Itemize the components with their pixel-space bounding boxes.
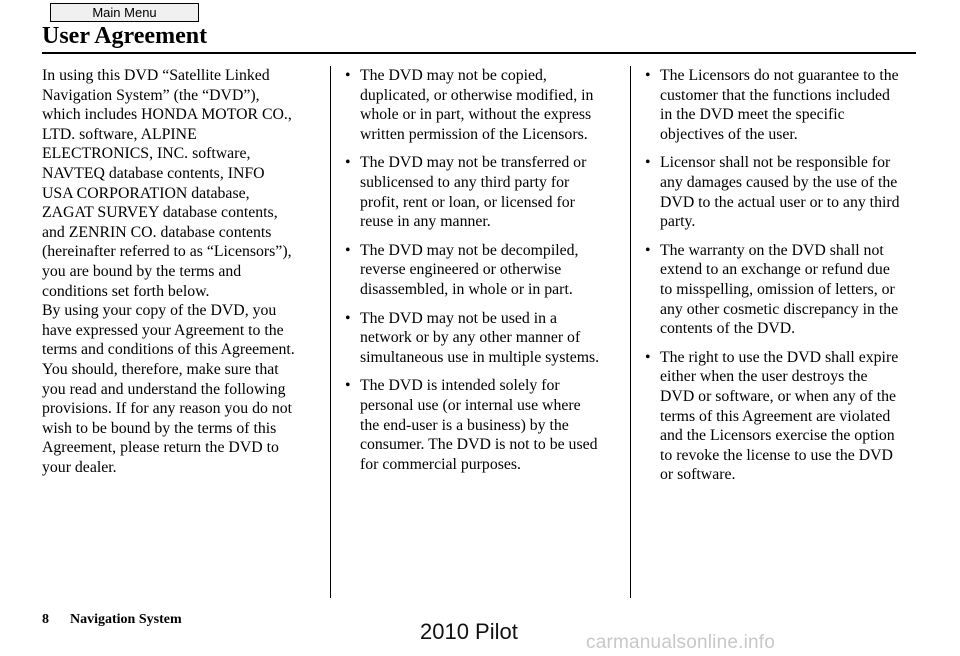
page-number: 8 [42,612,49,627]
list-item [342,241,620,300]
bullet-icon: • [345,241,351,259]
bullet-icon: • [345,309,351,327]
bullet-icon: • [645,67,651,84]
bullet-icon: • [345,154,351,172]
list-item-text: The right to use the DVD shall expire either when the user destroys the DVD or software, or when any of the terms of this Agreement are violated and the Licensors exercise the option to revoke the license to use the DVD or software. [660,348,899,484]
list-item [642,348,922,485]
list-item-text: The DVD is intended solely for personal use (or internal use where the end-user is a business) by the consumer. The DVD is not to be used for commercial purposes. [360,377,598,473]
list-item-text: The DVD may not be used in a network or by any other manner of simultaneous use in multiple systems. [360,309,600,366]
page-title: User Agreement [42,23,208,49]
list-item [342,309,620,368]
bullet-icon: • [645,154,651,172]
section-label: Navigation System [70,612,182,627]
list-item [342,153,620,231]
restrictions-column [342,66,620,483]
list-item-text: The DVD may not be copied, duplicated, or otherwise modified, in whole or in part, without the express written permission of the Licensors. [360,67,594,143]
bullet-icon: • [345,377,351,395]
main-menu-button[interactable]: Main Menu [50,3,199,22]
list-item-text: The DVD may not be transferred or sublicensed to any third party for profit, rent or loan, or licensed for reuse in any manner. [360,154,587,231]
intro-paragraph: In using this DVD “Satellite Linked Navigation System” (the “DVD”), which includes HONDA MOTOR CO., LTD. software, ALPINE ELECTRONICS, INC. software, NAVTEQ database contents, INFO USA CORPORATION database, ZAGAT SURVEY database contents, and ZENRIN CO. database contents (hereinafter referred to as “Licensors”), you are bound by the terms and conditions set forth below. [42,67,292,300]
list-item [642,241,922,339]
list-item-text: Licensor shall not be responsible for any damages caused by the use of the DVD to the actual user or to any third party. [660,154,900,231]
column-divider-left [330,66,331,598]
list-item-text: The DVD may not be decompiled, reverse engineered or otherwise disassembled, in whole or in part. [360,241,579,298]
title-divider [42,52,916,54]
site-watermark: carmanualsonline.info [586,632,776,653]
list-item-text: The Licensors do not guarantee to the customer that the functions included in the DVD meet the specific objectives of the user. [660,67,899,143]
list-item-text: The warranty on the DVD shall not extend to an exchange or refund due to misspelling, omission of letters, or any other cosmetic discrepancy in the contents of the DVD. [660,241,899,338]
list-item [342,66,620,144]
agreement-paragraph: By using your copy of the DVD, you have expressed your Agreement to the terms and conditions of this Agreement. You should, therefore, make sure that you read and understand the following provisions. If for any reason you do not wish to be bound by the terms of this Agreement, please return the DVD to your dealer. [42,302,295,476]
model-label: 2010 Pilot [420,619,518,644]
bullet-icon: • [645,348,651,366]
list-item [642,153,922,231]
bullet-icon: • [345,67,351,84]
bullet-icon: • [645,241,651,259]
restrictions-list [342,66,620,474]
column-divider-right [630,66,631,598]
list-item [342,376,620,474]
warranty-list [642,66,922,485]
list-item [642,66,922,144]
intro-column [42,66,317,477]
warranty-column [642,66,922,494]
